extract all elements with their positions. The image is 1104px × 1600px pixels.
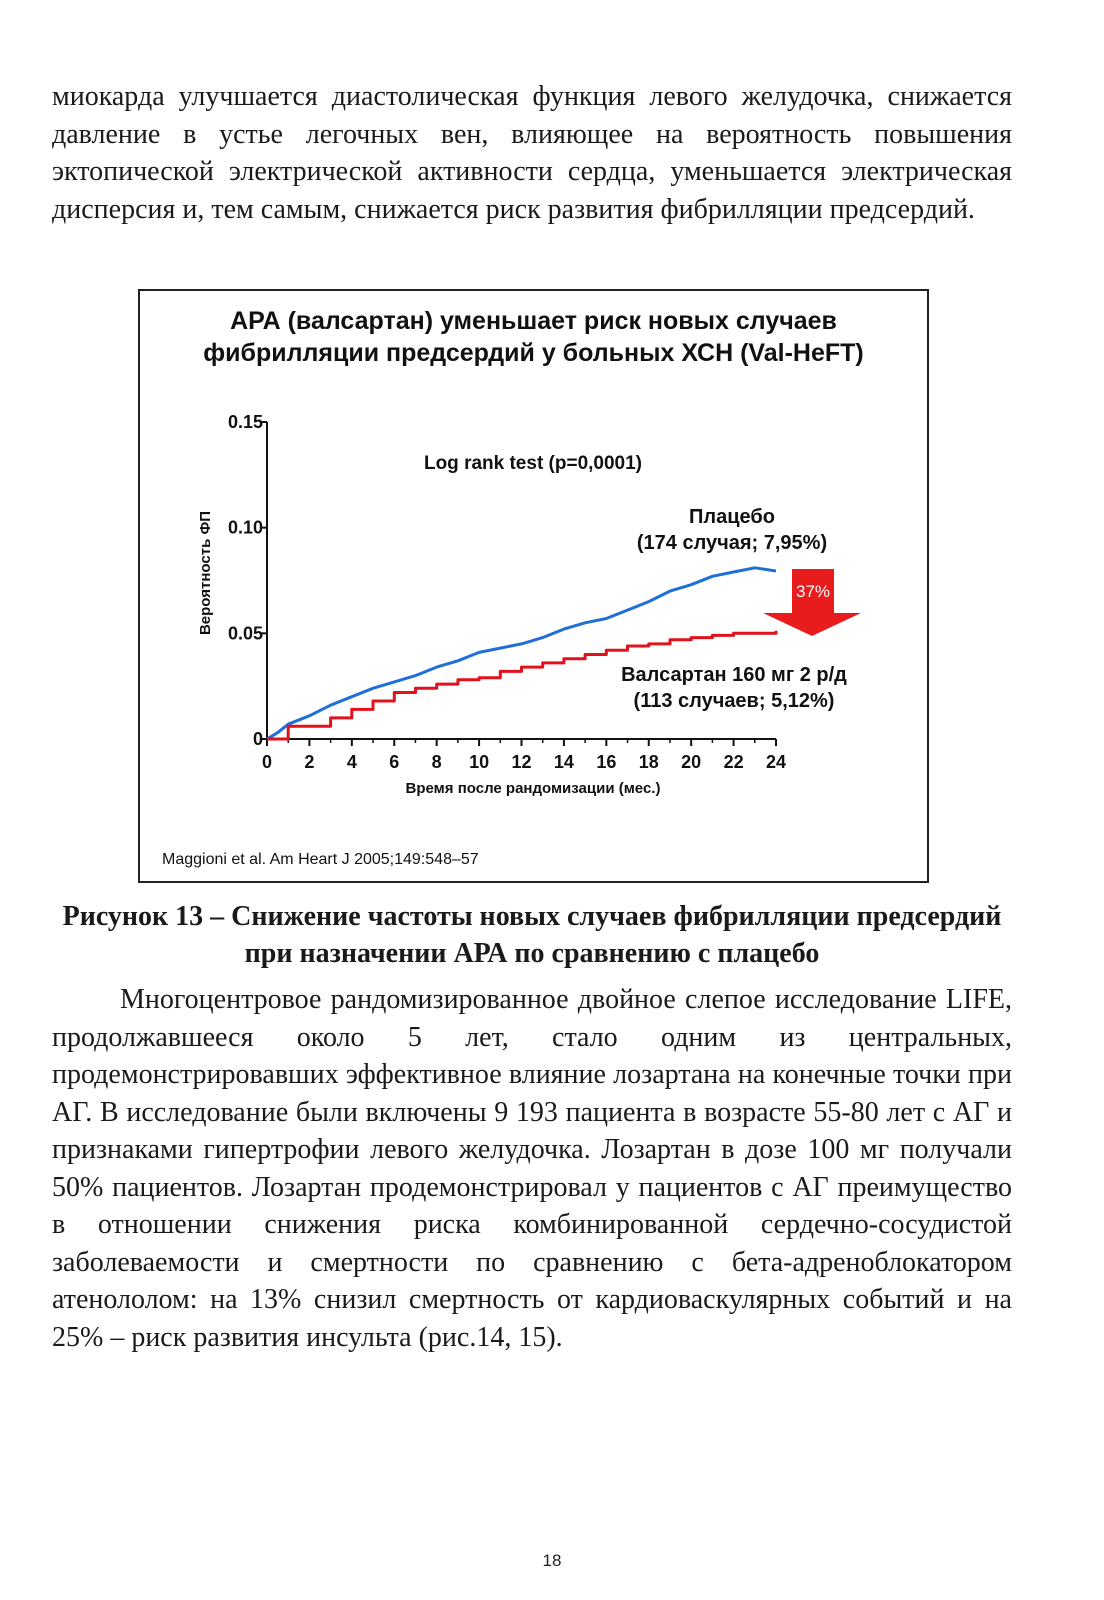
- figure-caption: Рисунок 13 – Снижение частоты новых случаев фибрилляции предсердий при назначении АРА по сравнению с плацебо: [62, 901, 1002, 969]
- x-tick-label: 22: [723, 752, 744, 772]
- legend-valsartan-detail: (113 случаев; 5,12%): [633, 690, 835, 712]
- y-tick-label: 0.05: [227, 623, 263, 644]
- legend-valsartan-name: Валсартан 160 мг 2 р/д: [621, 664, 847, 686]
- log-rank-annotation: Log rank test (p=0,0001): [423, 453, 643, 474]
- figure-box: [138, 289, 929, 883]
- x-tick-label: 20: [681, 752, 702, 772]
- x-tick-label: 4: [346, 752, 357, 772]
- survival-chart: [140, 291, 927, 881]
- legend-placebo-detail: (174 случая; 7,95%): [636, 532, 828, 554]
- x-tick-label: 12: [511, 752, 532, 772]
- series-layer: [267, 568, 776, 739]
- x-tick-label: 14: [553, 752, 574, 772]
- body-paragraph-bottom: Многоцентровое рандомизированное двойное слепое исследование LIFE, продолжавшееся около 5 лет, стало одним из центральных, продемонстрировавших эффективное влияние лозартана на конечные точки при АГ. В исследование были включены 9 193 пациента в возрасте 55-80 лет с АГ и признаками гипертрофии левого желудочка. Лозартан в дозе 100 мг получали 50% пациентов. Лозартан продемонстрировал у пациентов с АГ преимущество в отношении снижения риска комбинированной сердечно-сосудистой заболеваемости и смертности по сравнению с бета-адреноблокатором атенололом: на 13% снизил смертность от кардиоваскулярных событий и на 25% – риск развития инсульта (рис.14, 15).: [52, 984, 1012, 1353]
- x-axis-label: Время после рандомизации (мес.): [405, 780, 661, 797]
- x-tick-label: 16: [596, 752, 617, 772]
- reduction-arrow: [763, 569, 861, 636]
- page-number: 18: [542, 1551, 562, 1570]
- y-axis-label: Вероятность ФП: [197, 510, 214, 636]
- x-tick-label: 2: [304, 752, 315, 772]
- x-tick-label: 8: [431, 752, 442, 772]
- x-tick-label: 24: [765, 752, 787, 772]
- reduction-label: 37%: [795, 582, 831, 601]
- x-tick-label: 18: [638, 752, 659, 772]
- legend-placebo-name: Плацебо: [689, 506, 775, 528]
- y-tick-label: 0.10: [227, 517, 263, 538]
- x-tick-label: 10: [469, 752, 490, 772]
- x-tick-label: 0: [261, 752, 273, 772]
- body-paragraph-top: миокарда улучшается диастолическая функция левого желудочка, снижается давление в устье легочных вен, влияющее на вероятность повышения эктопической электрической активности сердца, уменьшается электрическая дисперсия и, тем самым, снижается риск развития фибрилляции предсердий.: [52, 81, 1012, 225]
- y-tick-label: 0.15: [227, 412, 263, 432]
- y-tick-label: 0: [252, 729, 263, 749]
- figure-source: Maggioni et al. Am Heart J 2005;149:548–57: [162, 851, 479, 868]
- series-placebo-line: [267, 568, 776, 739]
- down-arrow-icon: [763, 569, 861, 636]
- chart-title: АРА (валсартан) уменьшает риск новых случаев фибрилляции предсердий у больных ХСН (Val-HeFT): [203, 307, 864, 367]
- x-tick-label: 6: [389, 752, 400, 772]
